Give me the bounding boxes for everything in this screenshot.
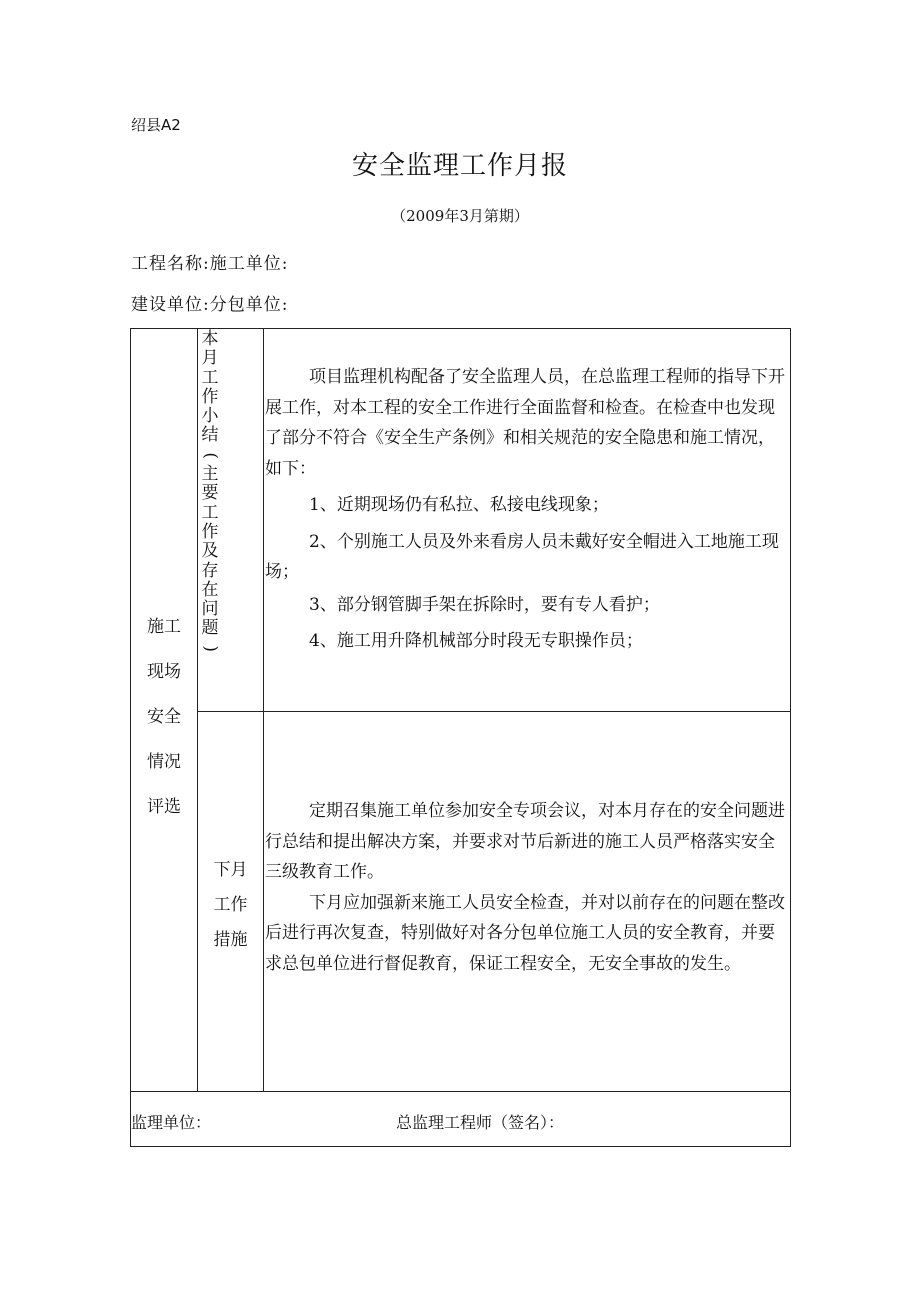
summary-label: 本 月 工 作 小 结 ( 主 要 工 作 及 存 在 问 题 ) xyxy=(200,329,221,652)
summary-intro: 项目监理机构配备了安全监理人员，在总监理工程师的指导下开展工作，对本工程的安全工作进行全面监督和检查。在检查中也发现了部分不符合《安全生产条例》和相关规范的安全隐患和施工情况，如下： xyxy=(265,367,785,479)
supervision-unit-label: 监理单位： xyxy=(131,1113,212,1132)
project-info-row: 工程名称:施工单位: xyxy=(131,254,289,274)
next-month-paragraph: 定期召集施工单位参加安全专项会议，对本月存在的安全问题进行总结和提出解决方案，并要求对节后新进的施工人员严格落实安全三级教育工作。 xyxy=(265,801,785,882)
summary-item: 1、近期现场仍有私拉、私接电线现象； xyxy=(309,495,609,515)
next-month-label: 下月 工作 措施 xyxy=(213,860,248,950)
page-title: 安全监理工作月报 xyxy=(351,151,568,181)
chief-engineer-signature-label: 总监理工程师（签名）： xyxy=(396,1113,565,1132)
summary-item: 4、施工用升降机械部分时段无专职操作员； xyxy=(309,631,643,651)
table-row-divider xyxy=(197,711,791,712)
table-border-top xyxy=(130,328,791,329)
section-label: 施工 现场 安全 情况 评选 xyxy=(147,617,181,817)
table-col-divider-2 xyxy=(263,328,264,1092)
summary-item: 2、个别施工人员及外来看房人员未戴好安全帽进入工地施工现场； xyxy=(265,531,779,582)
next-month-content xyxy=(265,796,790,979)
next-month-paragraph: 下月应加强新来施工人员安全检查，并对以前存在的问题在整改后进行再次复查，特别做好对各分包单位施工人员的安全教育，并要求总包单位进行督促教育，保证工程安全，无安全事故的发生。 xyxy=(265,892,785,974)
table-footer-divider xyxy=(130,1091,791,1092)
table-border-bottom xyxy=(130,1146,791,1147)
report-period: （2009年3月第期） xyxy=(391,207,529,225)
summary-content xyxy=(265,362,790,657)
table-border-right xyxy=(790,328,791,1147)
owner-info-row: 建设单位:分包单位: xyxy=(131,295,289,315)
document-code: 绍县A2 xyxy=(131,116,181,134)
summary-item: 3、部分钢管脚手架在拆除时，要有专人看护； xyxy=(309,594,660,615)
